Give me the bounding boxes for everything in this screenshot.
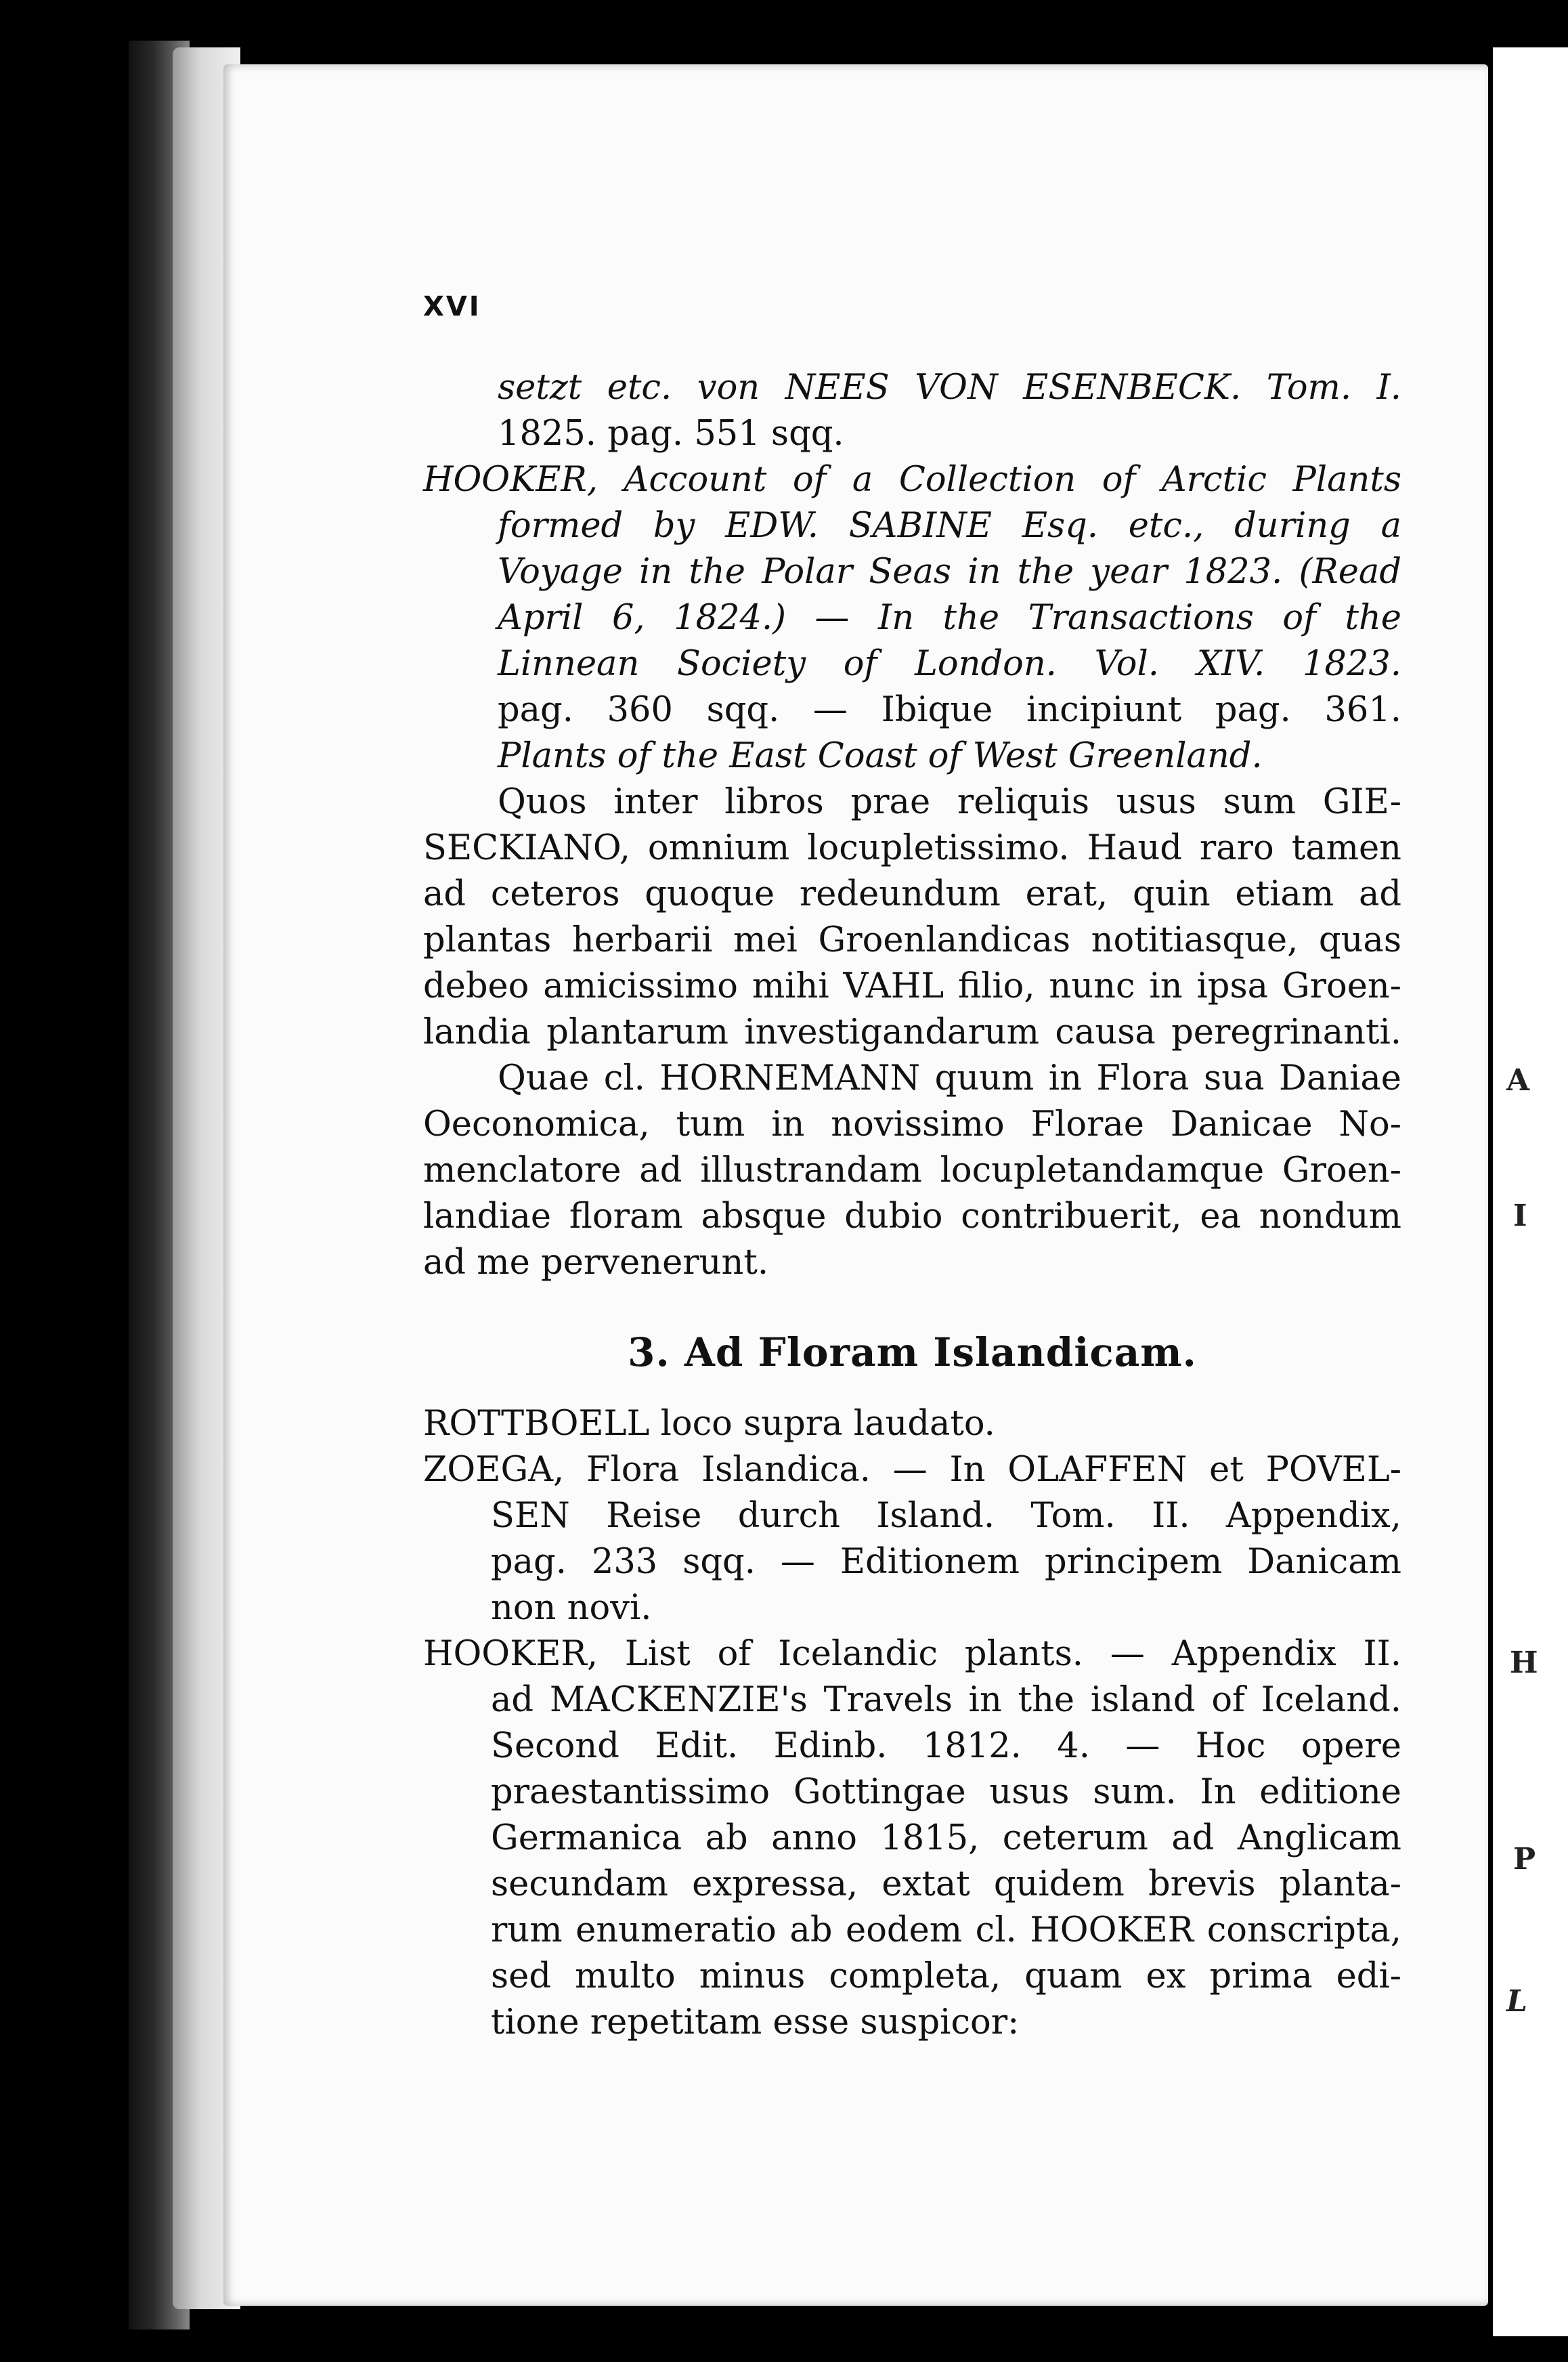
text-line: ZOEGA, Flora Islandica. — In OLAFFEN et POVEL-	[423, 1450, 1401, 1490]
text-line: Quae cl. HORNEMANN quum in Flora sua Daniae	[498, 1058, 1401, 1098]
text-line: Plants of the East Coast of West Greenland.	[498, 736, 1263, 776]
text-line: pag. 233 sqq. — Editionem principem Danicam	[491, 1542, 1401, 1582]
text-line: SECKIANO, omnium locupletissimo. Haud raro tamen	[423, 828, 1401, 868]
text-line: non novi.	[491, 1588, 652, 1628]
text-line: menclatore ad illustrandam locupletandamque Groen-	[423, 1151, 1401, 1190]
facing-page-fragment: P	[1513, 1842, 1536, 1876]
facing-page-edge	[1493, 47, 1568, 2336]
facing-page-fragment: L	[1506, 1984, 1527, 2019]
text-line: HOOKER, Account of a Collection of Arctic Plants	[423, 460, 1401, 500]
section-heading: 3. Ad Floram Islandicam.	[628, 1329, 1197, 1375]
text-line: sed multo minus completa, quam ex prima edi-	[491, 1956, 1401, 1996]
text-line: ad MACKENZIE's Travels in the island of Iceland.	[491, 1680, 1401, 1720]
text-line: ad me pervenerunt.	[423, 1243, 769, 1283]
text-line: debeo amicissimo mihi VAHL filio, nunc in ipsa Groen-	[423, 966, 1401, 1006]
facing-page-fragment: A	[1506, 1063, 1530, 1098]
text-line: Voyage in the Polar Seas in the year 1823. (Read	[498, 552, 1401, 592]
page-number: XVI	[423, 291, 481, 322]
text-line: April 6, 1824.) — In the Transactions of the	[498, 598, 1401, 638]
text-line: landia plantarum investigandarum causa peregrinanti.	[423, 1012, 1401, 1052]
text-line: Second Edit. Edinb. 1812. 4. — Hoc opere	[491, 1726, 1401, 1766]
text-line: Linnean Society of London. Vol. XIV. 1823.	[498, 644, 1401, 684]
text-line: 1825. pag. 551 sqq.	[498, 414, 844, 454]
text-line: ROTTBOELL loco supra laudato.	[423, 1404, 995, 1444]
facing-page-fragment: H	[1510, 1646, 1538, 1680]
text-line: tione repetitam esse suspicor:	[491, 2002, 1020, 2042]
text-line: Quos inter libros prae reliquis usus sum GIE-	[498, 782, 1401, 822]
text-line: SEN Reise durch Island. Tom. II. Appendix,	[491, 1496, 1401, 1536]
text-line: rum enumeratio ab eodem cl. HOOKER conscripta,	[491, 1910, 1401, 1950]
text-line: pag. 360 sqq. — Ibique incipiunt pag. 361.	[498, 690, 1401, 730]
text-line: Germanica ab anno 1815, ceterum ad Anglicam	[491, 1818, 1401, 1858]
text-line: praestantissimo Gottingae usus sum. In editione	[491, 1772, 1401, 1812]
text-line: plantas herbarii mei Groenlandicas notitiasque, quas	[423, 920, 1401, 960]
facing-page-fragment: I	[1513, 1199, 1527, 1233]
text-line: HOOKER, List of Icelandic plants. — Appendix II.	[423, 1634, 1401, 1674]
text-line: setzt etc. von NEES VON ESENBECK. Tom. I.	[498, 368, 1401, 408]
text-line: formed by EDW. SABINE Esq. etc., during a	[498, 506, 1401, 546]
text-line: Oeconomica, tum in novissimo Florae Danicae No-	[423, 1104, 1401, 1144]
text-line: secundam expressa, extat quidem brevis planta-	[491, 1864, 1401, 1904]
text-line: ad ceteros quoque redeundum erat, quin etiam ad	[423, 874, 1401, 914]
text-line: landiae floram absque dubio contribuerit, ea nondum	[423, 1197, 1401, 1237]
